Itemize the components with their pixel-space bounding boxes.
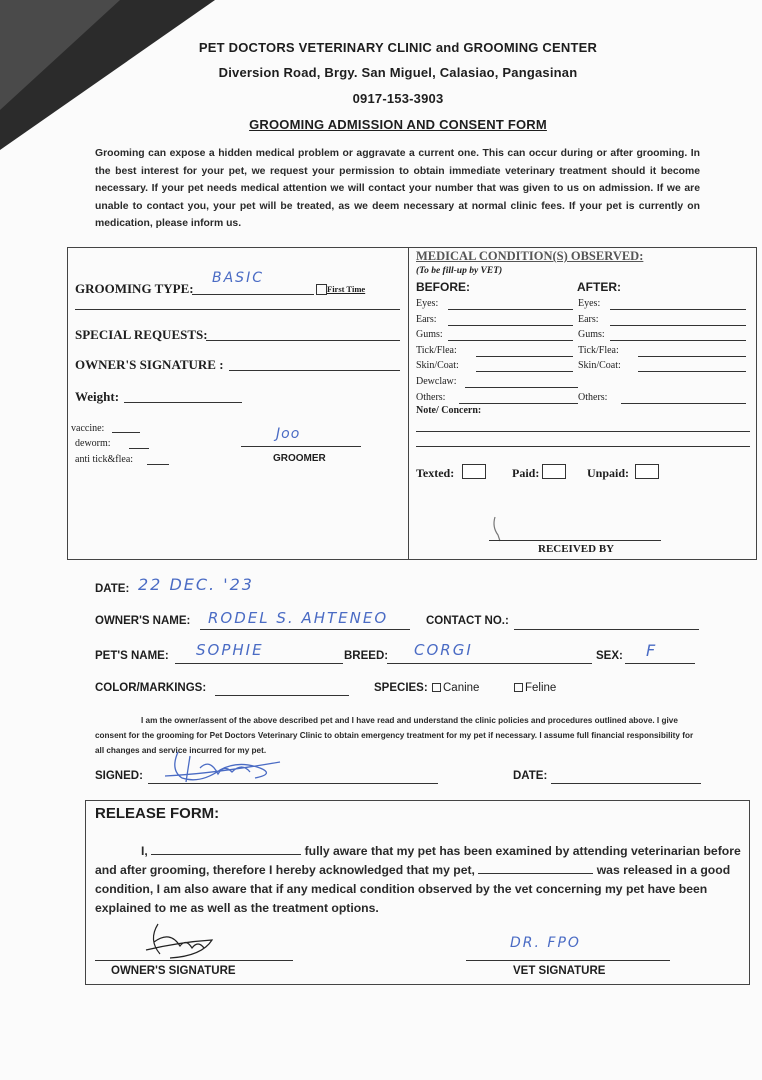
- weight-field[interactable]: [124, 402, 242, 403]
- owner-signature-scribble: [160, 748, 290, 788]
- grooming-extra-line: [75, 309, 400, 310]
- clinic-address: Diversion Road, Brgy. San Miguel, Calasiao, Pangasinan: [218, 65, 578, 80]
- grooming-type-value[interactable]: BASIC: [212, 270, 264, 286]
- after-label: AFTER:: [577, 280, 621, 294]
- owner-name-label: OWNER'S NAME:: [95, 615, 191, 627]
- contact-label: CONTACT NO.:: [426, 615, 509, 627]
- clinic-phone: 0917-153-3903: [352, 91, 444, 106]
- release-paragraph: [95, 842, 745, 918]
- after-row-field[interactable]: [610, 309, 746, 310]
- texted-label: Texted:: [416, 466, 455, 480]
- owner-signature-label: OWNER'S SIGNATURE :: [75, 357, 224, 372]
- release-owner-signature-line[interactable]: [95, 960, 293, 961]
- before-row-field[interactable]: [459, 403, 578, 404]
- date-label: DATE:: [95, 583, 130, 595]
- first-time-checkbox[interactable]: [316, 284, 327, 295]
- received-by-label: RECEIVED BY: [538, 543, 615, 555]
- release-owner-signature: [140, 920, 215, 965]
- feline-checkbox[interactable]: [514, 683, 523, 692]
- release-text-1: I,: [141, 844, 148, 858]
- vaccine-field[interactable]: [112, 432, 140, 433]
- release-text-2: fully aware that my pet has been examined by attending veterinarian before and after grooming, therefore I hereby acknowledged that my pet,: [95, 844, 741, 877]
- before-row-label: Dewclaw:: [416, 376, 457, 387]
- canine-label: Canine: [443, 682, 480, 694]
- panel-divider: [408, 247, 409, 560]
- anti-tick-label: anti tick&flea:: [75, 454, 134, 465]
- before-row-label: Eyes:: [416, 298, 439, 309]
- groomer-signature[interactable]: Joo: [276, 426, 301, 442]
- grooming-type-line: [192, 294, 314, 295]
- before-row-field[interactable]: [476, 356, 573, 357]
- canine-checkbox[interactable]: [432, 683, 441, 692]
- special-requests-field[interactable]: [206, 340, 400, 341]
- paid-checkbox[interactable]: [542, 464, 566, 479]
- special-requests-label: SPECIAL REQUESTS:: [75, 327, 208, 342]
- pet-name-label: PET'S NAME:: [95, 650, 169, 662]
- release-text-3: was released in a good condition, I am also aware that if any medical condition observed by the vet concerning my pet have been explained to me as well as the treatment options.: [95, 863, 731, 915]
- after-row-label: Gums:: [578, 329, 605, 341]
- after-row-field[interactable]: [621, 403, 746, 404]
- note-label: Note/ Concern:: [416, 405, 482, 416]
- grooming-type-label: GROOMING TYPE:: [75, 281, 194, 296]
- owner-signature-field[interactable]: [229, 370, 400, 371]
- anti-tick-field[interactable]: [147, 464, 169, 465]
- species-label: SPECIES:: [374, 682, 428, 694]
- canine-option[interactable]: [432, 682, 479, 694]
- deworm-field[interactable]: [129, 448, 149, 449]
- clinic-name: PET DOCTORS VETERINARY CLINIC and GROOMING CENTER: [198, 40, 598, 55]
- contact-field[interactable]: [514, 629, 699, 630]
- before-row-label: Others:: [416, 391, 446, 403]
- sex-label: SEX:: [596, 650, 623, 662]
- owner-name-value[interactable]: RODEL S. AHTENEO: [208, 609, 389, 627]
- intro-paragraph: Grooming can expose a hidden medical problem or aggravate a current one. This can occur during or after grooming. In the best interest for your pet, we request your permission to obtain immediate veterinary treatment should it become necessary. If your pet needs medical attention we will contact your number that was given to us on admission. If we are unable to contact you, your pet will be treated, as we deem necessary at normal clinic fees. If your pet is currently on medication, please inform us.: [95, 148, 700, 230]
- after-row-field[interactable]: [638, 356, 746, 357]
- consent-text: I am the owner/assent of the above described pet and I have read and understand the clinic policies and procedures outlined above. I give consent for the grooming for Pet Doctors Veterinary Clinic to obtain emergency treatment for my pet if necessary. I assume full financial responsibility for all changes and service incurred for my pet.: [95, 716, 694, 755]
- before-row-field[interactable]: [448, 340, 573, 341]
- feline-option[interactable]: [514, 682, 556, 694]
- after-row-label: Ears:: [578, 313, 599, 325]
- after-row-label: Eyes:: [578, 298, 601, 309]
- sex-value[interactable]: F: [646, 641, 658, 660]
- medical-title: MEDICAL CONDITION(S) OBSERVED:: [416, 249, 644, 263]
- before-row-label: Ears:: [416, 313, 437, 325]
- after-row-field[interactable]: [610, 340, 746, 341]
- before-row-field[interactable]: [448, 309, 573, 310]
- first-time-label: First Time: [327, 284, 366, 294]
- date-value[interactable]: 22 DEC. '23: [138, 575, 254, 594]
- paid-label: Paid:: [512, 466, 540, 480]
- owner-name-line: [200, 629, 410, 630]
- consent-date-field[interactable]: [551, 783, 701, 784]
- release-title: RELEASE FORM:: [95, 805, 220, 822]
- received-by-line[interactable]: [489, 540, 661, 541]
- vet-signature-value[interactable]: DR. FPO: [510, 935, 581, 951]
- vaccine-label: vaccine:: [71, 423, 105, 434]
- color-label: COLOR/MARKINGS:: [95, 682, 207, 694]
- unpaid-checkbox[interactable]: [635, 464, 659, 479]
- sex-line: [625, 663, 695, 664]
- release-owner-name-field[interactable]: [151, 842, 301, 855]
- medical-subtitle: (To be fill-up by VET): [416, 266, 503, 276]
- pet-name-line: [175, 663, 343, 664]
- after-row-label: Tick/Flea:: [578, 344, 619, 356]
- unpaid-label: Unpaid:: [587, 466, 630, 480]
- feline-label: Feline: [525, 682, 557, 694]
- note-line-1[interactable]: [416, 431, 750, 432]
- after-row-field[interactable]: [610, 325, 746, 326]
- pet-name-value[interactable]: SOPHIE: [196, 641, 264, 659]
- vet-signature-label: VET SIGNATURE: [513, 965, 606, 977]
- signed-label: SIGNED:: [95, 770, 143, 782]
- weight-label: Weight:: [75, 389, 120, 404]
- before-row-label: Tick/Flea:: [416, 344, 457, 356]
- consent-date-label: DATE:: [513, 770, 548, 782]
- groomer-line: [241, 446, 361, 447]
- before-row-field[interactable]: [476, 371, 573, 372]
- release-owner-signature-label: OWNER'S SIGNATURE: [111, 965, 236, 977]
- breed-value[interactable]: CORGI: [414, 641, 473, 659]
- before-row-field[interactable]: [448, 325, 573, 326]
- color-field[interactable]: [215, 695, 349, 696]
- texted-checkbox[interactable]: [462, 464, 486, 479]
- note-line-2[interactable]: [416, 446, 750, 447]
- deworm-label: deworm:: [75, 438, 111, 449]
- before-row-field[interactable]: [465, 387, 578, 388]
- vet-signature-line[interactable]: [466, 960, 670, 961]
- before-row-label: Skin/Coat:: [416, 360, 459, 372]
- before-label: BEFORE:: [416, 280, 470, 294]
- release-pet-name-field[interactable]: [478, 861, 593, 874]
- breed-label: BREED:: [344, 650, 389, 662]
- after-row-label: Others:: [578, 391, 608, 403]
- after-row-field[interactable]: [638, 371, 746, 372]
- groomer-label: GROOMER: [273, 453, 326, 464]
- breed-line: [387, 663, 592, 664]
- after-row-label: Skin/Coat:: [578, 360, 621, 372]
- form-title: GROOMING ADMISSION AND CONSENT FORM: [249, 117, 547, 132]
- before-row-label: Gums:: [416, 329, 443, 341]
